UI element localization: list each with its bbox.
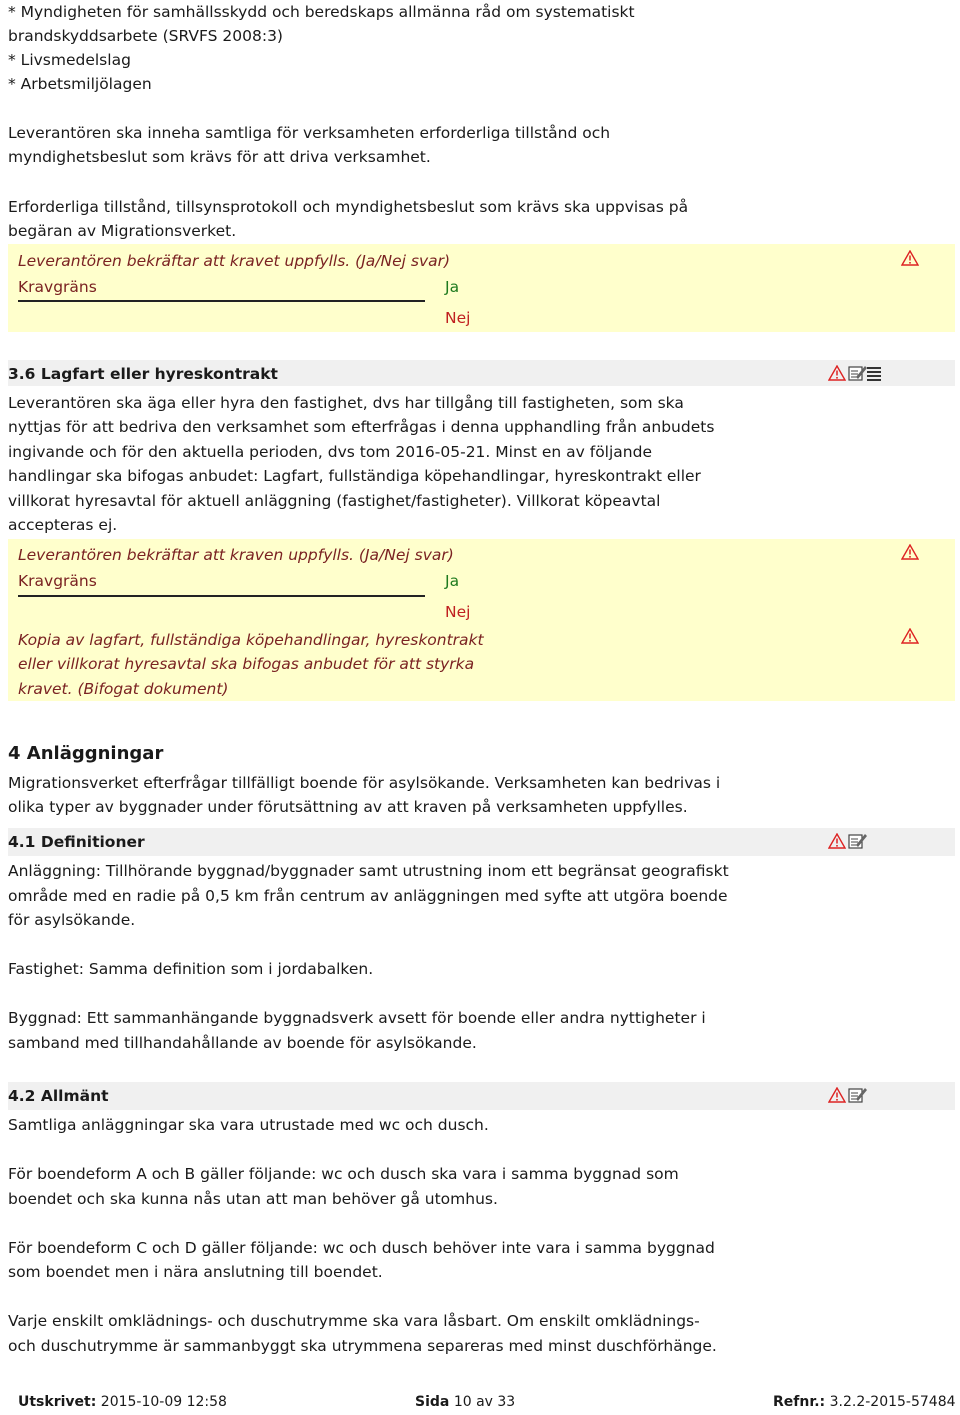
section-title: 4.1 Definitioner <box>8 833 145 851</box>
requirement-question: Leverantören bekräftar att kraven uppfylls. (Ja/Nej svar) <box>18 546 454 564</box>
paragraph-line: och duschutrymme är sammanbyggt ska utrymmena separeras med minst duschförhänge. <box>8 1337 717 1355</box>
footer-ref-label: Refnr.: <box>773 1394 826 1410</box>
kravgrans-line <box>18 300 425 302</box>
answer-no[interactable]: Nej <box>445 309 471 327</box>
document-requirement: eller villkorat hyresavtal ska bifogas anbudet för att styrka <box>18 655 475 673</box>
paragraph-line: Leverantören ska inneha samtliga för verksamheten erforderliga tillstånd och <box>8 124 611 142</box>
kravgrans-line <box>18 595 425 597</box>
intro-line: * Myndigheten för samhällsskydd och beredskaps allmänna råd om systematiskt <box>8 3 635 21</box>
edit-icon[interactable] <box>848 1086 868 1104</box>
paragraph-line: Samtliga anläggningar ska vara utrustade med wc och dusch. <box>8 1116 489 1134</box>
paragraph-line: Byggnad: Ett sammanhängande byggnadsverk avsett för boende eller andra nyttigheter i <box>8 1009 706 1027</box>
paragraph-line: myndighetsbeslut som krävs för att driva verksamhet. <box>8 148 431 166</box>
paragraph-line: nyttjas för att bedriva den verksamhet som efterfrågas i denna upphandling från anbudets <box>8 418 715 436</box>
answer-yes[interactable]: Ja <box>445 572 460 590</box>
section-heading-bar <box>8 1082 955 1110</box>
footer-printed <box>18 1390 227 1415</box>
section-title: 3.6 Lagfart eller hyreskontrakt <box>8 365 278 383</box>
warning-icon <box>828 365 846 381</box>
document-requirement: Kopia av lagfart, fullständiga köpehandlingar, hyreskontrakt <box>18 631 484 649</box>
kravgrans-label: Kravgräns <box>18 278 97 296</box>
paragraph-line: Leverantören ska äga eller hyra den fastighet, dvs har tillgång till fastigheten, som ska <box>8 394 684 412</box>
intro-line: * Arbetsmiljölagen <box>8 75 152 93</box>
answer-no[interactable]: Nej <box>445 603 471 621</box>
paragraph-line: som boendet men i nära anslutning till boendet. <box>8 1263 383 1281</box>
paragraph-line: Anläggning: Tillhörande byggnad/byggnader samt utrustning inom ett begränsat geografiskt <box>8 862 729 880</box>
footer-ref-value: 3.2.2-2015-57484 <box>829 1394 956 1410</box>
section-heading-bar <box>8 828 955 856</box>
warning-icon <box>828 833 846 849</box>
footer-printed-value: 2015-10-09 12:58 <box>100 1394 227 1410</box>
answer-yes[interactable]: Ja <box>445 278 460 296</box>
footer-ref <box>773 1390 956 1415</box>
paragraph-line: begäran av Migrationsverket. <box>8 222 237 240</box>
paragraph-line: olika typer av byggnader under förutsättning av att kraven på verksamheten uppfylles. <box>8 798 688 816</box>
paragraph-line: För boendeform A och B gäller följande: wc och dusch ska vara i samma byggnad som <box>8 1165 679 1183</box>
warning-icon <box>901 628 919 644</box>
section-title: 4 Anläggningar <box>8 743 164 764</box>
paragraph-line: samband med tillhandahållande av boende för asylsökande. <box>8 1034 477 1052</box>
list-icon[interactable] <box>866 365 882 381</box>
paragraph-line: För boendeform C och D gäller följande: wc och dusch behöver inte vara i samma byggnad <box>8 1239 715 1257</box>
footer-page <box>415 1390 515 1415</box>
paragraph-line: område med en radie på 0,5 km från centrum av anläggningen med syfte att utgöra boende <box>8 887 728 905</box>
warning-icon <box>901 250 919 266</box>
paragraph-line: ingivande och för den aktuella perioden, dvs tom 2016-05-21. Minst en av följande <box>8 443 652 461</box>
paragraph-line: Varje enskilt omklädnings- och duschutrymme ska vara låsbart. Om enskilt omklädnings- <box>8 1312 700 1330</box>
footer-printed-label: Utskrivet: <box>18 1394 97 1410</box>
intro-line: brandskyddsarbete (SRVFS 2008:3) <box>8 27 283 45</box>
paragraph-line: boendet och ska kunna nås utan att man behöver gå utomhus. <box>8 1190 498 1208</box>
section-title: 4.2 Allmänt <box>8 1087 109 1105</box>
paragraph-line: för asylsökande. <box>8 911 136 929</box>
kravgrans-label: Kravgräns <box>18 572 97 590</box>
document-requirement: kravet. (Bifogat dokument) <box>18 680 229 698</box>
paragraph-line: villkorat hyresavtal för aktuell anläggning (fastighet/fastigheter). Villkorat köpeavtal <box>8 492 661 510</box>
paragraph-line: accepteras ej. <box>8 516 118 534</box>
warning-icon <box>828 1087 846 1103</box>
paragraph-line: Migrationsverket efterfrågar tillfälligt boende för asylsökande. Verksamheten kan bedrivas i <box>8 774 721 792</box>
edit-icon[interactable] <box>848 832 868 850</box>
footer-page-value: 10 av 33 <box>453 1394 516 1410</box>
edit-icon[interactable] <box>848 364 868 382</box>
requirement-question: Leverantören bekräftar att kravet uppfylls. (Ja/Nej svar) <box>18 252 451 270</box>
warning-icon <box>901 544 919 560</box>
footer-page-label: Sida <box>415 1394 450 1410</box>
intro-line: * Livsmedelslag <box>8 51 131 69</box>
paragraph-line: Erforderliga tillstånd, tillsynsprotokoll och myndighetsbeslut som krävs ska uppvisas på <box>8 198 689 216</box>
paragraph-line: Fastighet: Samma definition som i jordabalken. <box>8 960 374 978</box>
paragraph-line: handlingar ska bifogas anbudet: Lagfart, fullständiga köpehandlingar, hyreskontrakt eller <box>8 467 701 485</box>
